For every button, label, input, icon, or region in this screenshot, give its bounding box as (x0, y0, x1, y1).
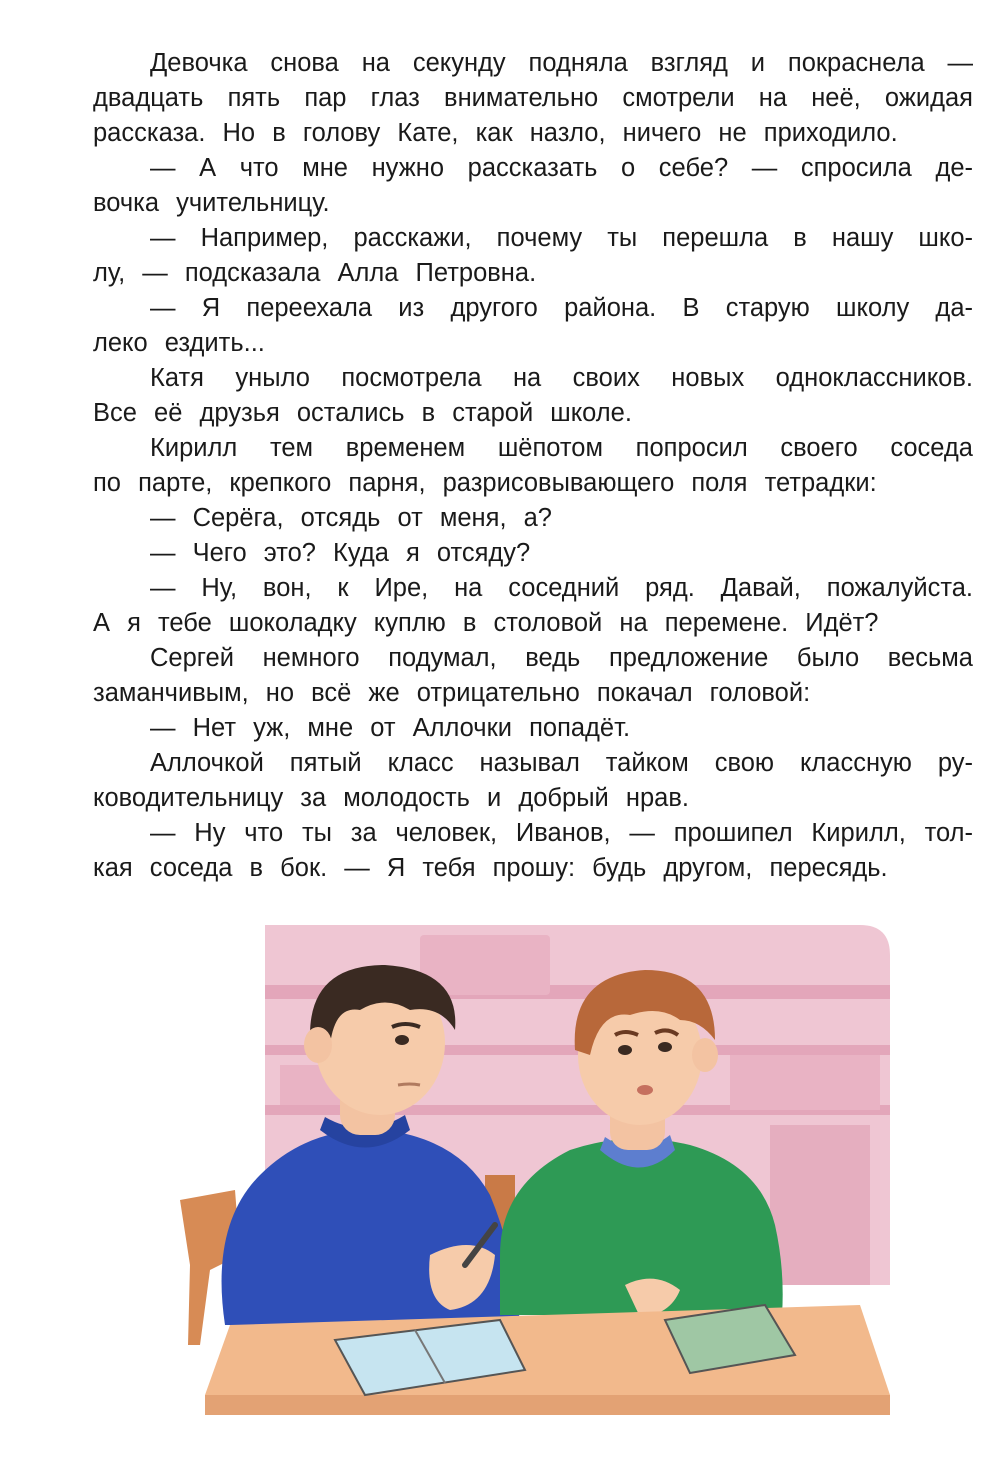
text-line: ководительницу за молодость и добрый нрав. (93, 784, 689, 812)
text-line: — Я переехала из другого района. В старую школу да- (150, 294, 973, 322)
text-line: Все её друзья остались в старой школе. (93, 399, 632, 427)
text-line: — Серёга, отсядь от меня, а? (150, 504, 552, 532)
text-line: по парте, крепкого парня, разрисовывающего поля тетрадки: (93, 469, 877, 497)
text-line: Девочка снова на секунду подняла взгляд и покраснела — (150, 49, 973, 77)
text-line: кая соседа в бок. — Я тебя прошу: будь другом, пересядь. (93, 854, 888, 882)
story-text (93, 46, 973, 886)
text-line: лу, — подсказала Алла Петровна. (93, 259, 537, 287)
text-line: заманчивым, но всё же отрицательно покачал головой: (93, 679, 811, 707)
text-line: А я тебе шоколадку куплю в столовой на перемене. Идёт? (93, 609, 879, 637)
text-line: рассказа. Но в голову Кате, как назло, ничего не приходило. (93, 119, 898, 147)
text-line: Сергей немного подумал, ведь предложение было весьма (150, 644, 973, 672)
illustration-two-boys-at-desk (170, 925, 890, 1415)
text-line: Кирилл тем временем шёпотом попросил своего соседа (150, 434, 973, 462)
text-line: — Ну, вон, к Ире, на соседний ряд. Давай, пожалуйста. (150, 574, 973, 602)
text-line: — А что мне нужно рассказать о себе? — спросила де- (150, 154, 973, 182)
text-line: вочка учительницу. (93, 189, 330, 217)
text-line: двадцать пять пар глаз внимательно смотрели на неё, ожидая (93, 84, 973, 112)
text-line: — Нет уж, мне от Аллочки попадёт. (150, 714, 631, 742)
text-line: — Ну что ты за человек, Иванов, — прошипел Кирилл, тол- (150, 819, 973, 847)
text-line: Катя уныло посмотрела на своих новых одноклассников. (150, 364, 973, 392)
text-line: — Например, расскажи, почему ты перешла в нашу шко- (150, 224, 973, 252)
text-line: Аллочкой пятый класс называл тайком свою классную ру- (150, 749, 973, 777)
text-line: леко ездить... (93, 329, 265, 357)
text-line: — Чего это? Куда я отсяду? (150, 539, 531, 567)
